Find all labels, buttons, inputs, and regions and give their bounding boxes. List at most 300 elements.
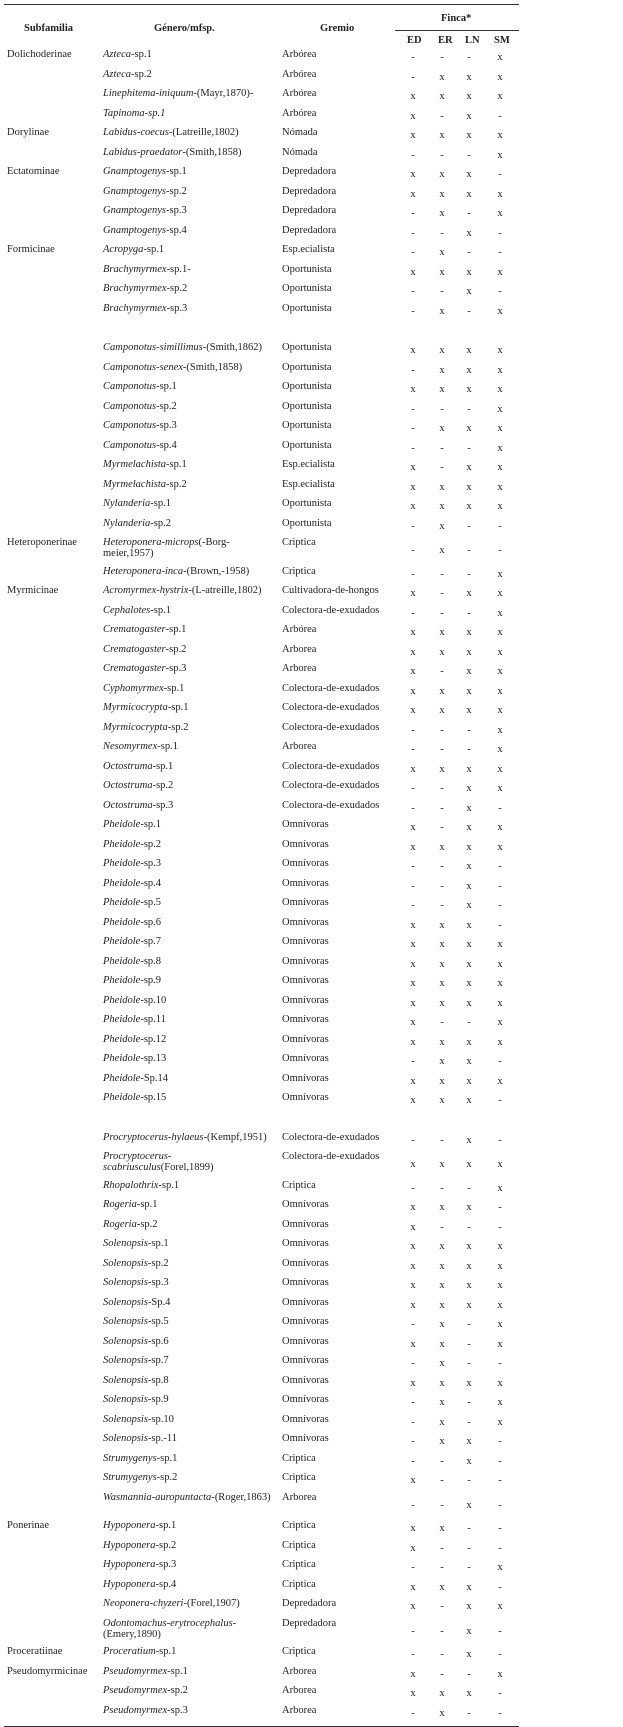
- finca-mark-sm: x: [497, 666, 503, 677]
- table-row: [4, 1646, 519, 1666]
- table-row: [4, 1598, 519, 1618]
- table-row: [4, 244, 519, 264]
- genus-species-cell: [103, 401, 278, 412]
- finca-mark-er: x: [439, 130, 445, 141]
- finca-mark-ed: -: [411, 861, 415, 872]
- finca-mark-ln: x: [466, 169, 472, 180]
- finca-mark-ed: x: [410, 1036, 416, 1048]
- finca-mark-sm: -: [498, 110, 502, 122]
- finca-mark-ln: x: [466, 1075, 472, 1087]
- table-row: [4, 683, 519, 703]
- species-author: -sp.2: [136, 1218, 158, 1230]
- finca-mark-er: x: [439, 958, 445, 970]
- species-author: -(Brown,-1958): [183, 565, 250, 577]
- finca-mark-ln: x: [466, 705, 472, 716]
- genus-species-cell: [103, 1316, 278, 1327]
- gremio-cell: Criptica: [282, 1472, 316, 1483]
- finca-mark-sm: -: [498, 1475, 502, 1486]
- genus-species-cell: [103, 362, 278, 373]
- finca-mark-er: -: [440, 880, 444, 892]
- species-author: -sp.4: [166, 224, 187, 236]
- finca-mark-ln: x: [466, 266, 472, 278]
- finca-mark-ed: -: [411, 1562, 415, 1573]
- table-row: [4, 761, 519, 781]
- genus-name: Procryptocerus-hylaeus: [103, 1131, 204, 1143]
- table-row: [4, 800, 519, 820]
- finca-mark-ed: x: [410, 763, 416, 775]
- species-author: -(Mayr,1870)-: [193, 88, 254, 99]
- finca-mark-ed: -: [411, 744, 415, 755]
- species-author: -sp.4: [156, 439, 177, 451]
- genus-name: Solenopsis: [103, 1413, 148, 1425]
- finca-mark-sm: x: [497, 607, 503, 619]
- gremio-cell: Criptica: [282, 565, 316, 577]
- genus-species-cell: [103, 956, 278, 967]
- finca-mark-ed: -: [411, 900, 415, 911]
- finca-mark-sm: x: [497, 841, 503, 853]
- gremio-cell: Omnívoras: [282, 838, 329, 850]
- genus-name: Pseudomyrmex: [103, 1665, 168, 1677]
- genus-name: Solenopsis: [103, 1335, 148, 1347]
- genus-name: Pheidole: [103, 838, 141, 850]
- finca-mark-sm: x: [497, 763, 503, 775]
- table-row: [4, 381, 519, 401]
- table-row: [4, 518, 519, 538]
- genus-name: Tapinoma-sp.1: [103, 107, 166, 119]
- table-row: [4, 1492, 519, 1521]
- finca-mark-ln: -: [467, 724, 471, 736]
- genus-species-cell: [103, 1297, 278, 1308]
- finca-mark-ed: x: [410, 1159, 416, 1170]
- finca-mark-ln: -: [467, 545, 471, 556]
- finca-mark-er: -: [440, 52, 444, 63]
- subfamilia-cell: Pseudomyrmicinae: [7, 1665, 88, 1677]
- finca-mark-ln: -: [467, 52, 471, 63]
- table-row: [4, 186, 519, 206]
- finca-mark-er: x: [439, 1358, 445, 1369]
- species-author: -sp.2: [167, 1685, 188, 1696]
- finca-mark-ed: -: [411, 403, 415, 415]
- gremio-cell: Esp.ecialista: [282, 478, 335, 490]
- genus-name: Pheidole: [103, 936, 141, 947]
- header-finca-ed: ED: [407, 35, 422, 46]
- gremio-cell: Depredadora: [282, 205, 337, 216]
- finca-mark-ln: x: [466, 1377, 472, 1389]
- finca-mark-ln: x: [466, 627, 472, 638]
- finca-mark-er: x: [439, 91, 445, 102]
- finca-mark-ed: x: [410, 646, 416, 658]
- genus-name: Camponotus-simillimus: [103, 342, 203, 353]
- finca-mark-ln: x: [466, 763, 472, 775]
- species-author: -sp.4: [140, 877, 162, 889]
- genus-name: Rogeria: [103, 1199, 137, 1210]
- finca-mark-ln: x: [466, 1202, 472, 1213]
- genus-species-cell: [103, 342, 278, 353]
- finca-mark-ed: -: [411, 247, 415, 258]
- finca-mark-ed: -: [411, 227, 415, 239]
- genus-name: Crematogaster: [103, 643, 166, 655]
- genus-name: Azteca: [103, 68, 131, 80]
- species-author: -sp.7: [140, 936, 162, 947]
- finca-mark-ed: -: [411, 442, 415, 454]
- finca-mark-ed: x: [410, 1241, 416, 1252]
- table-row: [4, 537, 519, 566]
- genus-name: Pheidole: [103, 994, 141, 1006]
- genus-name: Brachymyrmex: [103, 263, 167, 275]
- finca-mark-er: x: [439, 685, 445, 697]
- genus-name: Solenopsis: [103, 1374, 148, 1386]
- species-author: -sp.3: [165, 663, 187, 674]
- finca-mark-er: x: [439, 1338, 445, 1350]
- genus-species-cell: [103, 1453, 278, 1464]
- finca-mark-sm: -: [498, 227, 502, 239]
- genus-name: Rogeria: [103, 1218, 137, 1230]
- finca-mark-ed: x: [410, 1221, 416, 1233]
- genus-species-cell: [103, 49, 278, 60]
- gremio-cell: Cultivadora-de-hongos: [282, 585, 379, 596]
- species-author: -sp.3: [152, 799, 174, 811]
- gremio-cell: Omnívoras: [282, 916, 329, 928]
- finca-mark-er: -: [440, 861, 444, 872]
- finca-mark-sm: x: [497, 958, 503, 970]
- finca-mark-ln: -: [467, 1397, 471, 1408]
- genus-name: Pheidole: [103, 916, 141, 928]
- finca-mark-ed: -: [411, 1056, 415, 1067]
- genus-name: Solenopsis: [103, 1433, 148, 1444]
- finca-mark-sm: x: [497, 997, 503, 1009]
- genus-name: Pheidole: [103, 975, 141, 986]
- finca-mark-er: x: [439, 1416, 445, 1428]
- finca-mark-sm: x: [497, 481, 503, 493]
- finca-mark-ln: x: [466, 646, 472, 658]
- gremio-cell: Arborea: [282, 741, 317, 752]
- genus-name: Labidus-coecus: [103, 127, 169, 138]
- finca-mark-ln: x: [466, 1499, 472, 1511]
- finca-mark-ed: -: [411, 568, 415, 580]
- genus-name: Octostruma: [103, 760, 153, 772]
- finca-mark-ln: -: [467, 1542, 471, 1554]
- gremio-cell: Omnívoras: [282, 858, 329, 869]
- genus-species-cell: [103, 663, 278, 674]
- table-row: [4, 995, 519, 1015]
- genus-name: Pheidole: [103, 819, 141, 830]
- finca-mark-sm: -: [498, 880, 502, 892]
- genus-name: Crematogaster: [103, 624, 166, 635]
- finca-mark-ln: -: [467, 1707, 471, 1719]
- finca-mark-ln: -: [467, 1562, 471, 1573]
- gremio-cell: Criptica: [282, 1452, 316, 1464]
- finca-mark-sm: -: [498, 1221, 502, 1233]
- finca-mark-ln: x: [466, 997, 472, 1009]
- genus-species-cell: [103, 936, 278, 947]
- finca-mark-er: -: [440, 607, 444, 619]
- finca-mark-sm: x: [497, 188, 503, 200]
- finca-mark-er: x: [439, 1523, 445, 1534]
- finca-mark-sm: -: [498, 1625, 502, 1637]
- finca-mark-er: -: [440, 227, 444, 239]
- finca-mark-er: x: [439, 1299, 445, 1311]
- table-row: [4, 878, 519, 898]
- genus-name: Camponotus: [103, 381, 157, 392]
- finca-mark-ln: -: [467, 744, 471, 755]
- gremio-cell: Arborea: [282, 643, 317, 655]
- species-author: -sp.11: [140, 1014, 166, 1025]
- finca-mark-ed: -: [411, 52, 415, 63]
- finca-mark-ed: x: [410, 1260, 416, 1272]
- finca-mark-er: x: [439, 169, 445, 180]
- gremio-cell: Esp.ecialista: [282, 244, 335, 255]
- finca-mark-ed: -: [411, 802, 415, 814]
- finca-mark-ln: -: [467, 1182, 471, 1194]
- species-author: -sp.1: [131, 49, 152, 60]
- finca-mark-er: -: [440, 744, 444, 755]
- genus-name: Solenopsis: [103, 1296, 148, 1308]
- finca-mark-sm: -: [498, 1499, 502, 1511]
- finca-mark-ln: x: [466, 880, 472, 892]
- table-row: [4, 69, 519, 89]
- table-row: [4, 108, 519, 128]
- finca-mark-sm: x: [497, 149, 503, 161]
- table-row: [4, 1219, 519, 1239]
- gremio-cell: Oportunista: [282, 420, 332, 431]
- species-author: -sp.6: [140, 916, 162, 928]
- genus-species-cell: [103, 1666, 278, 1677]
- table-row: [4, 839, 519, 859]
- genus-species-cell: [103, 819, 278, 830]
- finca-mark-sm: x: [497, 744, 503, 755]
- species-author: -sp.1: [156, 381, 177, 392]
- gremio-cell: Omnívoras: [282, 1374, 329, 1386]
- finca-mark-er: -: [440, 568, 444, 580]
- finca-mark-ed: x: [410, 685, 416, 697]
- finca-mark-ed: -: [411, 305, 415, 317]
- species-author: -sp.2: [131, 68, 152, 80]
- finca-mark-sm: x: [497, 1299, 503, 1311]
- finca-mark-sm: x: [497, 685, 503, 697]
- finca-mark-ed: x: [410, 481, 416, 493]
- genus-species-cell: [103, 147, 278, 158]
- finca-mark-sm: x: [497, 384, 503, 395]
- finca-mark-ed: x: [410, 501, 416, 512]
- species-author: -sp.10: [140, 994, 167, 1006]
- species-author: -sp.2: [155, 1539, 177, 1551]
- genus-name: Pheidole: [103, 1033, 141, 1045]
- genus-name: Cephalotes: [103, 604, 151, 616]
- finca-mark-er: x: [439, 1095, 445, 1106]
- species-author: -sp.1: [158, 1179, 180, 1191]
- species-author: -sp.1: [167, 702, 189, 713]
- species-author: -sp.1-: [166, 263, 191, 275]
- genus-name: Pheidole: [103, 955, 141, 967]
- genus-species-cell: [103, 283, 278, 294]
- table-row: [4, 722, 519, 742]
- table-row: [4, 644, 519, 664]
- genus-species-cell: [103, 1520, 278, 1531]
- table-row: [4, 741, 519, 761]
- finca-mark-ln: x: [466, 783, 472, 794]
- gremio-cell: Omnívoras: [282, 1335, 329, 1347]
- gremio-cell: Colectora-de-exudados: [282, 1131, 380, 1143]
- subfamilia-cell: Heteroponerinae: [7, 537, 77, 548]
- finca-mark-ed: -: [411, 545, 415, 556]
- finca-mark-ed: x: [410, 822, 416, 833]
- genus-name: Heteroponera-inca: [103, 565, 184, 577]
- finca-mark-sm: x: [497, 1036, 503, 1048]
- genus-species-cell: [103, 1618, 278, 1640]
- table-row: [4, 936, 519, 956]
- gremio-cell: Omnívoras: [282, 1072, 329, 1084]
- finca-mark-ed: x: [410, 666, 416, 677]
- species-author: -sp.1: [155, 1646, 177, 1657]
- finca-mark-ed: x: [410, 1075, 416, 1087]
- genus-name: Pheidole: [103, 877, 141, 889]
- genus-species-cell: [103, 1492, 278, 1503]
- genus-species-cell: [103, 1073, 278, 1084]
- finca-mark-ln: -: [467, 1668, 471, 1680]
- species-author: -sp.8: [140, 955, 162, 967]
- genus-species-cell: [103, 702, 278, 713]
- table-row: [4, 1685, 519, 1705]
- finca-mark-er: x: [439, 266, 445, 278]
- finca-mark-sm: -: [498, 802, 502, 814]
- genus-name: Labidus-praedator: [103, 146, 183, 158]
- finca-mark-ln: x: [466, 939, 472, 950]
- finca-mark-ln: -: [467, 403, 471, 415]
- table-row: [4, 459, 519, 479]
- genus-name: Strumygenys: [103, 1452, 157, 1464]
- finca-mark-sm: -: [498, 1523, 502, 1534]
- species-author: -(Smith,1862): [202, 342, 262, 353]
- genus-species-cell: [103, 1014, 278, 1025]
- genus-species-cell: [103, 975, 278, 986]
- table-row: [4, 342, 519, 362]
- finca-mark-sm: -: [498, 1455, 502, 1467]
- subfamilia-cell: Proceratiinae: [7, 1646, 63, 1657]
- finca-mark-sm: x: [497, 1159, 503, 1170]
- finca-mark-sm: -: [498, 169, 502, 180]
- header-subfamilia: Subfamilia: [24, 23, 74, 34]
- finca-mark-sm: x: [497, 403, 503, 415]
- genus-species-cell: [103, 878, 278, 889]
- gremio-cell: Criptica: [282, 1646, 316, 1657]
- finca-mark-ed: -: [411, 1416, 415, 1428]
- finca-mark-ln: x: [466, 227, 472, 239]
- finca-mark-ln: -: [467, 1358, 471, 1369]
- finca-mark-er: x: [439, 939, 445, 950]
- finca-mark-ln: -: [467, 1221, 471, 1233]
- species-author: -(Smith,1858): [182, 361, 243, 373]
- finca-mark-er: x: [439, 1075, 445, 1087]
- finca-mark-ed: x: [410, 110, 416, 122]
- species-author: -sp.1: [157, 741, 178, 752]
- gremio-cell: Omnívoras: [282, 936, 329, 947]
- finca-mark-sm: x: [497, 1017, 503, 1028]
- gremio-cell: Colectora-de-exudados: [282, 721, 380, 733]
- finca-mark-ed: x: [410, 1280, 416, 1291]
- finca-mark-ln: x: [466, 1159, 472, 1170]
- table-row: [4, 1375, 519, 1395]
- finca-mark-er: -: [440, 149, 444, 161]
- table-row: [4, 303, 519, 323]
- finca-mark-er: x: [439, 1159, 445, 1170]
- species-author: -sp.1: [143, 244, 165, 255]
- finca-mark-ed: -: [411, 724, 415, 736]
- genus-name: Brachymyrmex: [103, 283, 167, 294]
- finca-mark-er: x: [439, 1581, 445, 1593]
- finca-mark-ed: x: [410, 1668, 416, 1680]
- finca-mark-ln: x: [466, 861, 472, 872]
- genus-name: Hypoponera: [103, 1559, 156, 1570]
- table-row: [4, 663, 519, 683]
- genus-species-cell: [103, 1685, 278, 1696]
- gremio-cell: Depredadora: [282, 166, 337, 177]
- species-author: -sp.1: [152, 760, 174, 772]
- finca-mark-ed: x: [410, 919, 416, 931]
- species-author: -sp.3: [167, 1704, 188, 1716]
- table-row: [4, 498, 519, 518]
- table-row: [4, 605, 519, 625]
- finca-mark-ed: -: [411, 149, 415, 161]
- gremio-cell: Omnívoras: [282, 975, 329, 986]
- genus-name: Odontomachus-erytrocephalus-: [103, 1617, 237, 1629]
- finca-mark-ed: -: [411, 1499, 415, 1511]
- finca-mark-ln: x: [466, 71, 472, 83]
- genus-species-cell: [103, 166, 278, 177]
- genus-name: Nylanderia: [103, 498, 151, 509]
- finca-mark-er: -: [440, 1649, 444, 1660]
- finca-mark-ln: -: [467, 305, 471, 317]
- genus-species-cell: [103, 897, 278, 908]
- species-author: -sp.10: [147, 1413, 174, 1425]
- finca-mark-sm: x: [497, 588, 503, 599]
- genus-name: Pheidole: [103, 858, 141, 869]
- finca-mark-er: -: [440, 1221, 444, 1233]
- gremio-cell: Omnívoras: [282, 1277, 329, 1288]
- genus-species-cell: [103, 1199, 278, 1210]
- gremio-cell: Omnívoras: [282, 1199, 329, 1210]
- finca-mark-er: x: [439, 345, 445, 356]
- finca-mark-ed: -: [411, 783, 415, 794]
- subfamilia-cell: Ectatominae: [7, 166, 60, 177]
- finca-mark-sm: x: [497, 1182, 503, 1194]
- species-author: -(L-atreille,1802): [188, 585, 262, 596]
- table-row: [4, 1705, 519, 1725]
- genus-species-cell: [103, 1238, 278, 1249]
- finca-mark-er: x: [439, 247, 445, 258]
- gremio-cell: Depredadora: [282, 1598, 337, 1609]
- gremio-cell: Oportunista: [282, 263, 332, 275]
- species-author: -sp.1: [140, 819, 162, 830]
- table-row: [4, 1151, 519, 1180]
- table-row: [4, 917, 519, 937]
- finca-mark-sm: -: [498, 1707, 502, 1719]
- finca-mark-sm: x: [497, 71, 503, 83]
- gremio-cell: Oportunista: [282, 400, 332, 412]
- finca-mark-sm: -: [498, 1649, 502, 1660]
- finca-mark-ed: x: [410, 1299, 416, 1311]
- species-author: -sp.2: [147, 1257, 169, 1269]
- species-author: -sp.12: [140, 1033, 167, 1045]
- gremio-cell: Criptica: [282, 537, 316, 548]
- table-row: [4, 1618, 519, 1647]
- finca-mark-er: x: [439, 1377, 445, 1389]
- finca-mark-ln: x: [466, 364, 472, 376]
- finca-mark-sm: x: [497, 130, 503, 141]
- finca-mark-ln: x: [466, 822, 472, 833]
- gremio-cell: Oportunista: [282, 361, 332, 373]
- genus-species-cell: [103, 858, 278, 869]
- finca-mark-ed: x: [410, 939, 416, 950]
